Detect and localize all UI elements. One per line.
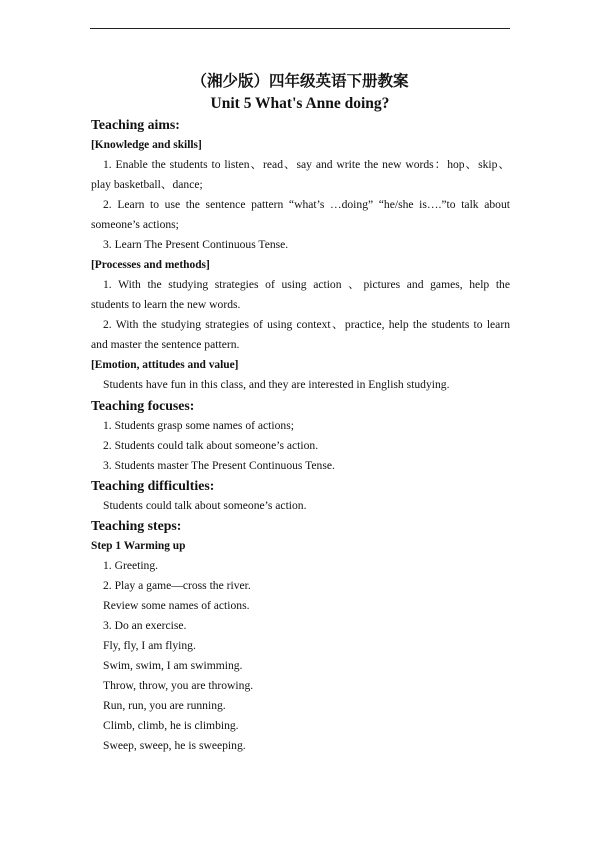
- header-rule: [90, 28, 510, 29]
- subheading-emotion-attitudes: [Emotion, attitudes and value]: [91, 359, 239, 371]
- step1-line-8: Run, run, you are running.: [103, 699, 226, 712]
- subheading-processes-methods: [Processes and methods]: [91, 259, 210, 271]
- step1-line-1: 1. Greeting.: [103, 559, 159, 572]
- aims-processes-item-1-line-1: 1. With the studying strategies of using action 、pictures and games, help the: [103, 278, 510, 291]
- subheading-knowledge-skills: [Knowledge and skills]: [91, 139, 202, 151]
- step1-line-6: Swim, swim, I am swimming.: [103, 659, 243, 672]
- heading-teaching-aims: Teaching aims:: [91, 117, 180, 132]
- heading-teaching-difficulties: Teaching difficulties:: [91, 478, 215, 493]
- step1-line-7: Throw, throw, you are throwing.: [103, 679, 254, 692]
- aims-knowledge-item-3: 3. Learn The Present Continuous Tense.: [103, 238, 289, 251]
- aims-knowledge-item-2-line-2: someone’s actions;: [91, 218, 179, 231]
- title-unit: Unit 5 What's Anne doing?: [210, 95, 390, 112]
- subheading-step-1: Step 1 Warming up: [91, 540, 186, 552]
- title-chinese: （湘少版）四年级英语下册教案: [191, 73, 409, 90]
- step1-line-2: 2. Play a game—cross the river.: [103, 579, 251, 592]
- aims-knowledge-item-1-line-1: 1. Enable the students to listen、read、say and write the new words：hop、skip、: [103, 158, 510, 171]
- heading-teaching-focuses: Teaching focuses:: [91, 398, 195, 413]
- heading-teaching-steps: Teaching steps:: [91, 518, 182, 533]
- step1-line-5: Fly, fly, I am flying.: [103, 639, 196, 652]
- focus-item-1: 1. Students grasp some names of actions;: [103, 419, 294, 432]
- aims-knowledge-item-2-line-1: 2. Learn to use the sentence pattern “what’s …doing” “he/she is….”to talk about: [103, 198, 510, 211]
- difficulties-text: Students could talk about someone’s action.: [103, 499, 307, 512]
- aims-processes-item-2-line-2: and master the sentence pattern.: [91, 338, 240, 351]
- aims-processes-item-2-line-1: 2. With the studying strategies of using context、practice, help the students to learn: [103, 318, 510, 331]
- step1-line-4: 3. Do an exercise.: [103, 619, 187, 632]
- focus-item-3: 3. Students master The Present Continuous Tense.: [103, 459, 335, 472]
- step1-line-3: Review some names of actions.: [103, 599, 250, 612]
- aims-processes-item-1-line-2: students to learn the new words.: [91, 298, 241, 311]
- aims-knowledge-item-1-line-2: play basketball、dance;: [91, 178, 203, 191]
- step1-line-9: Climb, climb, he is climbing.: [103, 719, 239, 732]
- focus-item-2: 2. Students could talk about someone’s action.: [103, 439, 319, 452]
- step1-line-10: Sweep, sweep, he is sweeping.: [103, 739, 246, 752]
- aims-emotion-text: Students have fun in this class, and they are interested in English studying.: [103, 378, 450, 391]
